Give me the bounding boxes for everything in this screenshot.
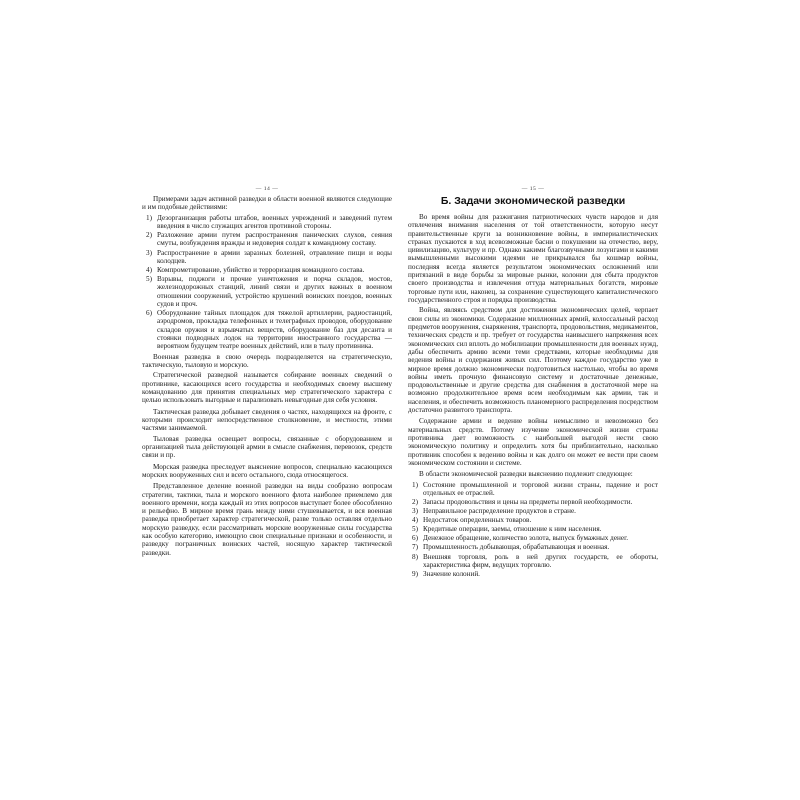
list-item: 3) Неправильное распределение продуктов в стране. (412, 507, 576, 516)
list-item: 3) Распространение в армии заразных болезней, отравление пищи и воды колодцев. (146, 248, 392, 265)
list-item: 5) Взрывы, поджоги и прочие уничтожения и порча складов, мостов, железнодорожных станций, линий связи и других важных в военном отношении сооружений, устройство крушений воинских поездов, военных судов и проч. (146, 275, 392, 308)
page-number-right: — 15 — (521, 186, 545, 192)
paragraph: Тактическая разведка добывает сведения о частях, находящихся на фронте, с которыми происходит непосредственное столкновение, и местности, этими частями занимаемой. (142, 407, 392, 433)
paragraph: Военная разведка в свою очередь подразделяется на стратегическую, тактическую, тыловую и морскую. (142, 352, 392, 369)
paragraph: Морская разведка преследует выяснение вопросов, специально касающихся морских вооруженных сил и всего остального, сюда относящегося. (142, 462, 392, 479)
paragraph: Представленное деление военной разведки на виды сообразно вопросам стратегии, тактики, тыла и морского военного флота наиболее приемлемо для военного времени, когда каждый из этих вопросов выступает более обособленно и рельефно. В мирное время грань между ними стушевывается, и вся военная разведка приобретает характер стратегической, разве только оставляя отдельно морскую разведку, если рассматривать морские вооруженные силы государства как особую категорию, имеющую свои специальные признаки и особенности, и разведку пограничных воинских частей, носящую характер тактической разведки. (142, 482, 392, 557)
list-item: 8) Внешняя торговля, роль в ней других государств, ее обороты, характеристика фирм, ведущих торговлю. (412, 552, 658, 569)
paragraph: Содержание армии и ведение войны немыслимо и невозможно без материальных средств. Потому изучение экономической жизни страны противника дает возможность с наибольшей выгодой нести свою экономическую политику и определить хотя бы приблизительно, насколько противник способен к ведению войны и как долго он может ее вести при своем экономическом состоянии и системе. (408, 417, 658, 467)
paragraph: Война, являясь средством для достижения экономических целей, черпает свои силы из экономики. Содержание миллионных армий, колоссальный расход предметов вооружения, снаряжения, транспорта, продовольствия, медикаментов, технических средств и пр. требует от государства наивысшего напряжения всех экономических сил вплоть до мобилизации промышленности для военных нужд, дабы обеспечить армию всеми теми средствами, которые необходимы для ведения войны и содержания живых сил. Поэтому каждое государство уже в мирное время должно экономически подготовиться настолько, чтобы во время войны иметь прочную финансовую систему и достаточные денежные, продовольственные и другие средства для снабжения в достаточной мере на возможно продолжительное время всем необходимым как армии, так и населения, и обеспечить возможность планомерного распределения посредством достаточно развитого транспорта. (408, 306, 658, 415)
list-item: 6) Денежное обращение, количество золота, выпуск бумажных денег. (412, 534, 628, 543)
paragraph: Во время войны для разжигания патриотических чувств народов и для отвлечения внимания населения от той ответственности, которую несут правительственные круги за возникновение войны, в империалистических странах пускаются в ход всевозможные басни о покушении на отечество, веру, цивилизацию, культуру и пр. Однако какими благозвучными лозунгами и какими вымышленными высокими идеями не прикрывался бы кошмар войны, последняя всегда является результатом экономических осложнений или притязаний в виде борьбы за мировые рынки, колонии для сбыта продуктов своего производства и извлечения оттуда материальных богатств, мировые торговые пути или, наконец, за сохранение существующего капиталистического государственного строя и порядка производства. (408, 213, 658, 304)
paragraph: В области экономической разведки выяснению подлежит следующее: (419, 470, 633, 479)
list-item: 1) Дезорганизация работы штабов, военных учреждений и заведений путем введения в число служащих агентов противной стороны. (146, 213, 392, 231)
list-item: 2) Разложение армии путем распространения панических слухов, сеяния смуты, возбуждения вражды и недоверия солдат к командному составу. (146, 231, 392, 248)
intro-paragraph: Примерами задач активной разведки в области военной являются следующие и им подобные действиями: (142, 195, 392, 212)
list-item: 2) Запасы продовольствия и цены на предметы первой необходимости. (412, 497, 633, 506)
page-number-left: — 14 — (255, 186, 279, 192)
list-item: 7) Промышленность добывающая, обрабатывающая и военная. (412, 543, 610, 552)
list-item: 1) Состояние промышленной и торговой жизни страны, падение и рост отдельных ее отраслей. (412, 480, 658, 497)
left-page (142, 186, 392, 559)
list-item: 4) Недостаток определенных товаров. (412, 516, 532, 525)
paragraph: Тыловая разведка освещает вопросы, связанные с оборудованием и организацией тыла действующей армии в смысле снабжения, перевозок, средств связи и пр. (142, 434, 392, 460)
active-intelligence-list (142, 214, 392, 351)
paragraph: Стратегической разведкой называется собирание военных сведений о противнике, касающихся всего государства и необходимых своему высшему командованию для принятия специальных мер стратегического характера с целью использовать выгодные и парализовать невыгодные для себя условия. (142, 371, 392, 405)
right-page (408, 186, 658, 580)
list-item: 9) Значение колоний. (412, 569, 480, 578)
section-heading: Б. Задачи экономической разведки (440, 195, 626, 207)
list-item: 4) Компрометирование, убийство и терроризация командного состава. (146, 265, 365, 274)
list-item: 6) Оборудование тайных площадок для тяжелой артиллерии, радиостанций, аэродромов, прокладка телефонных и телеграфных проводов, оборудование складов оружия и взрывчатых веществ, оборудование баз для десанта и стоянки подводных лодок на территории иностранного государства — вероятном будущем театре военных действий, или в тылу противника. (146, 309, 392, 351)
list-item: 5) Кредитные операции, заемы, отношение к ним населения. (412, 525, 602, 534)
economic-intelligence-list (408, 481, 658, 579)
